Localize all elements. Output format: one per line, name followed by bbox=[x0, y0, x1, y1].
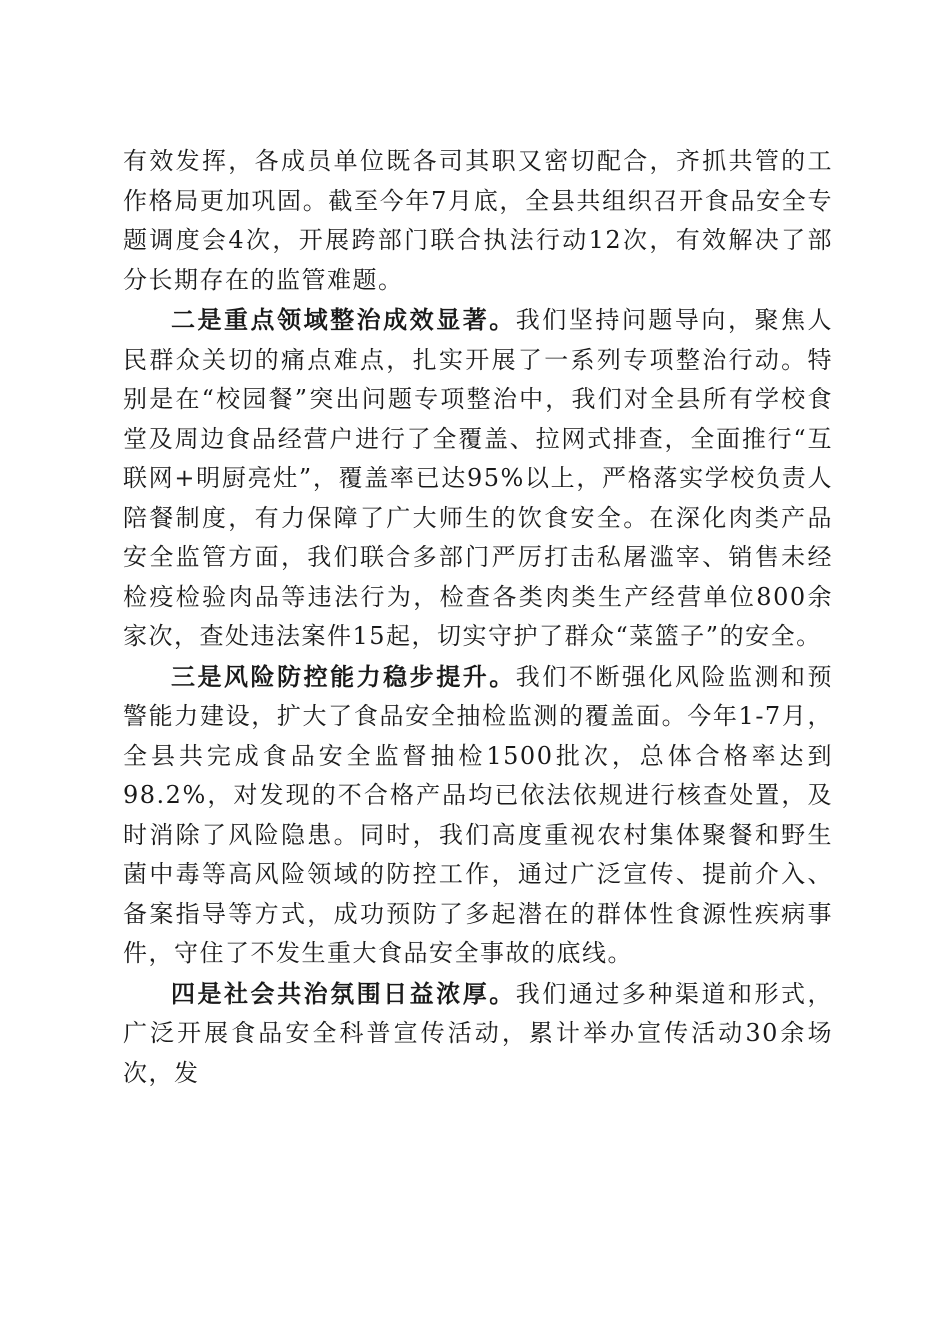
paragraph-3-text: 我们不断强化风险监测和预警能力建设，扩大了食品安全抽检监测的覆盖面。今年1-7月，全县共完成食品安全监督抽检1500批次，总体合格率达到98.2%，对发现的不合格产品均已依法依规进行核查处置，及时消除了风险隐患。同时，我们高度重视农村集体聚餐和野生菌中毒等高风险领域的防控工作，通过广泛宣传、提前介入、备案指导等方式，成功预防了多起潜在的群体性食源性疾病事件，守住了不发生重大食品安全事故的底线。 bbox=[123, 662, 834, 967]
paragraph-4 bbox=[123, 974, 833, 1094]
paragraph-2-text: 我们坚持问题导向，聚焦人民群众关切的痛点难点，扎实开展了一系列专项整治行动。特别是在“校园餐”突出问题专项整治中，我们对全县所有学校食堂及周边食品经营户进行了全覆盖、拉网式排查，全面推行“互联网+明厨亮灶”，覆盖率已达95%以上，严格落实学校负责人陪餐制度，有力保障了广大师生的饮食安全。在深化肉类产品安全监管方面，我们联合多部门严厉打击私屠滥宰、销售未经检疫检验肉品等违法行为，检查各类肉类生产经营单位800余家次，查处违法案件15起，切实守护了群众“菜篮子”的安全。 bbox=[123, 306, 834, 650]
paragraph-3 bbox=[123, 657, 833, 974]
paragraph-3-lead: 三是风险防控能力稳步提升。 bbox=[171, 661, 516, 691]
paragraph-2-lead: 二是重点领域整治成效显著。 bbox=[171, 305, 516, 334]
document-body bbox=[123, 141, 833, 1093]
paragraph-2 bbox=[123, 300, 833, 657]
paragraph-1 bbox=[123, 141, 833, 300]
paragraph-4-text: 我们通过多种渠道和形式，广泛开展食品安全科普宣传活动，累计举办宣传活动30余场次，发 bbox=[123, 979, 834, 1087]
paragraph-1-text: 有效发挥，各成员单位既各司其职又密切配合，齐抓共管的工作格局更加巩固。截至今年7月底，全县共组织召开食品安全专题调度会4次，开展跨部门联合执法行动12次，有效解决了部分长期存在的监管难题。 bbox=[123, 147, 833, 294]
paragraph-4-lead: 四是社会共治氛围日益浓厚。 bbox=[171, 978, 516, 1008]
